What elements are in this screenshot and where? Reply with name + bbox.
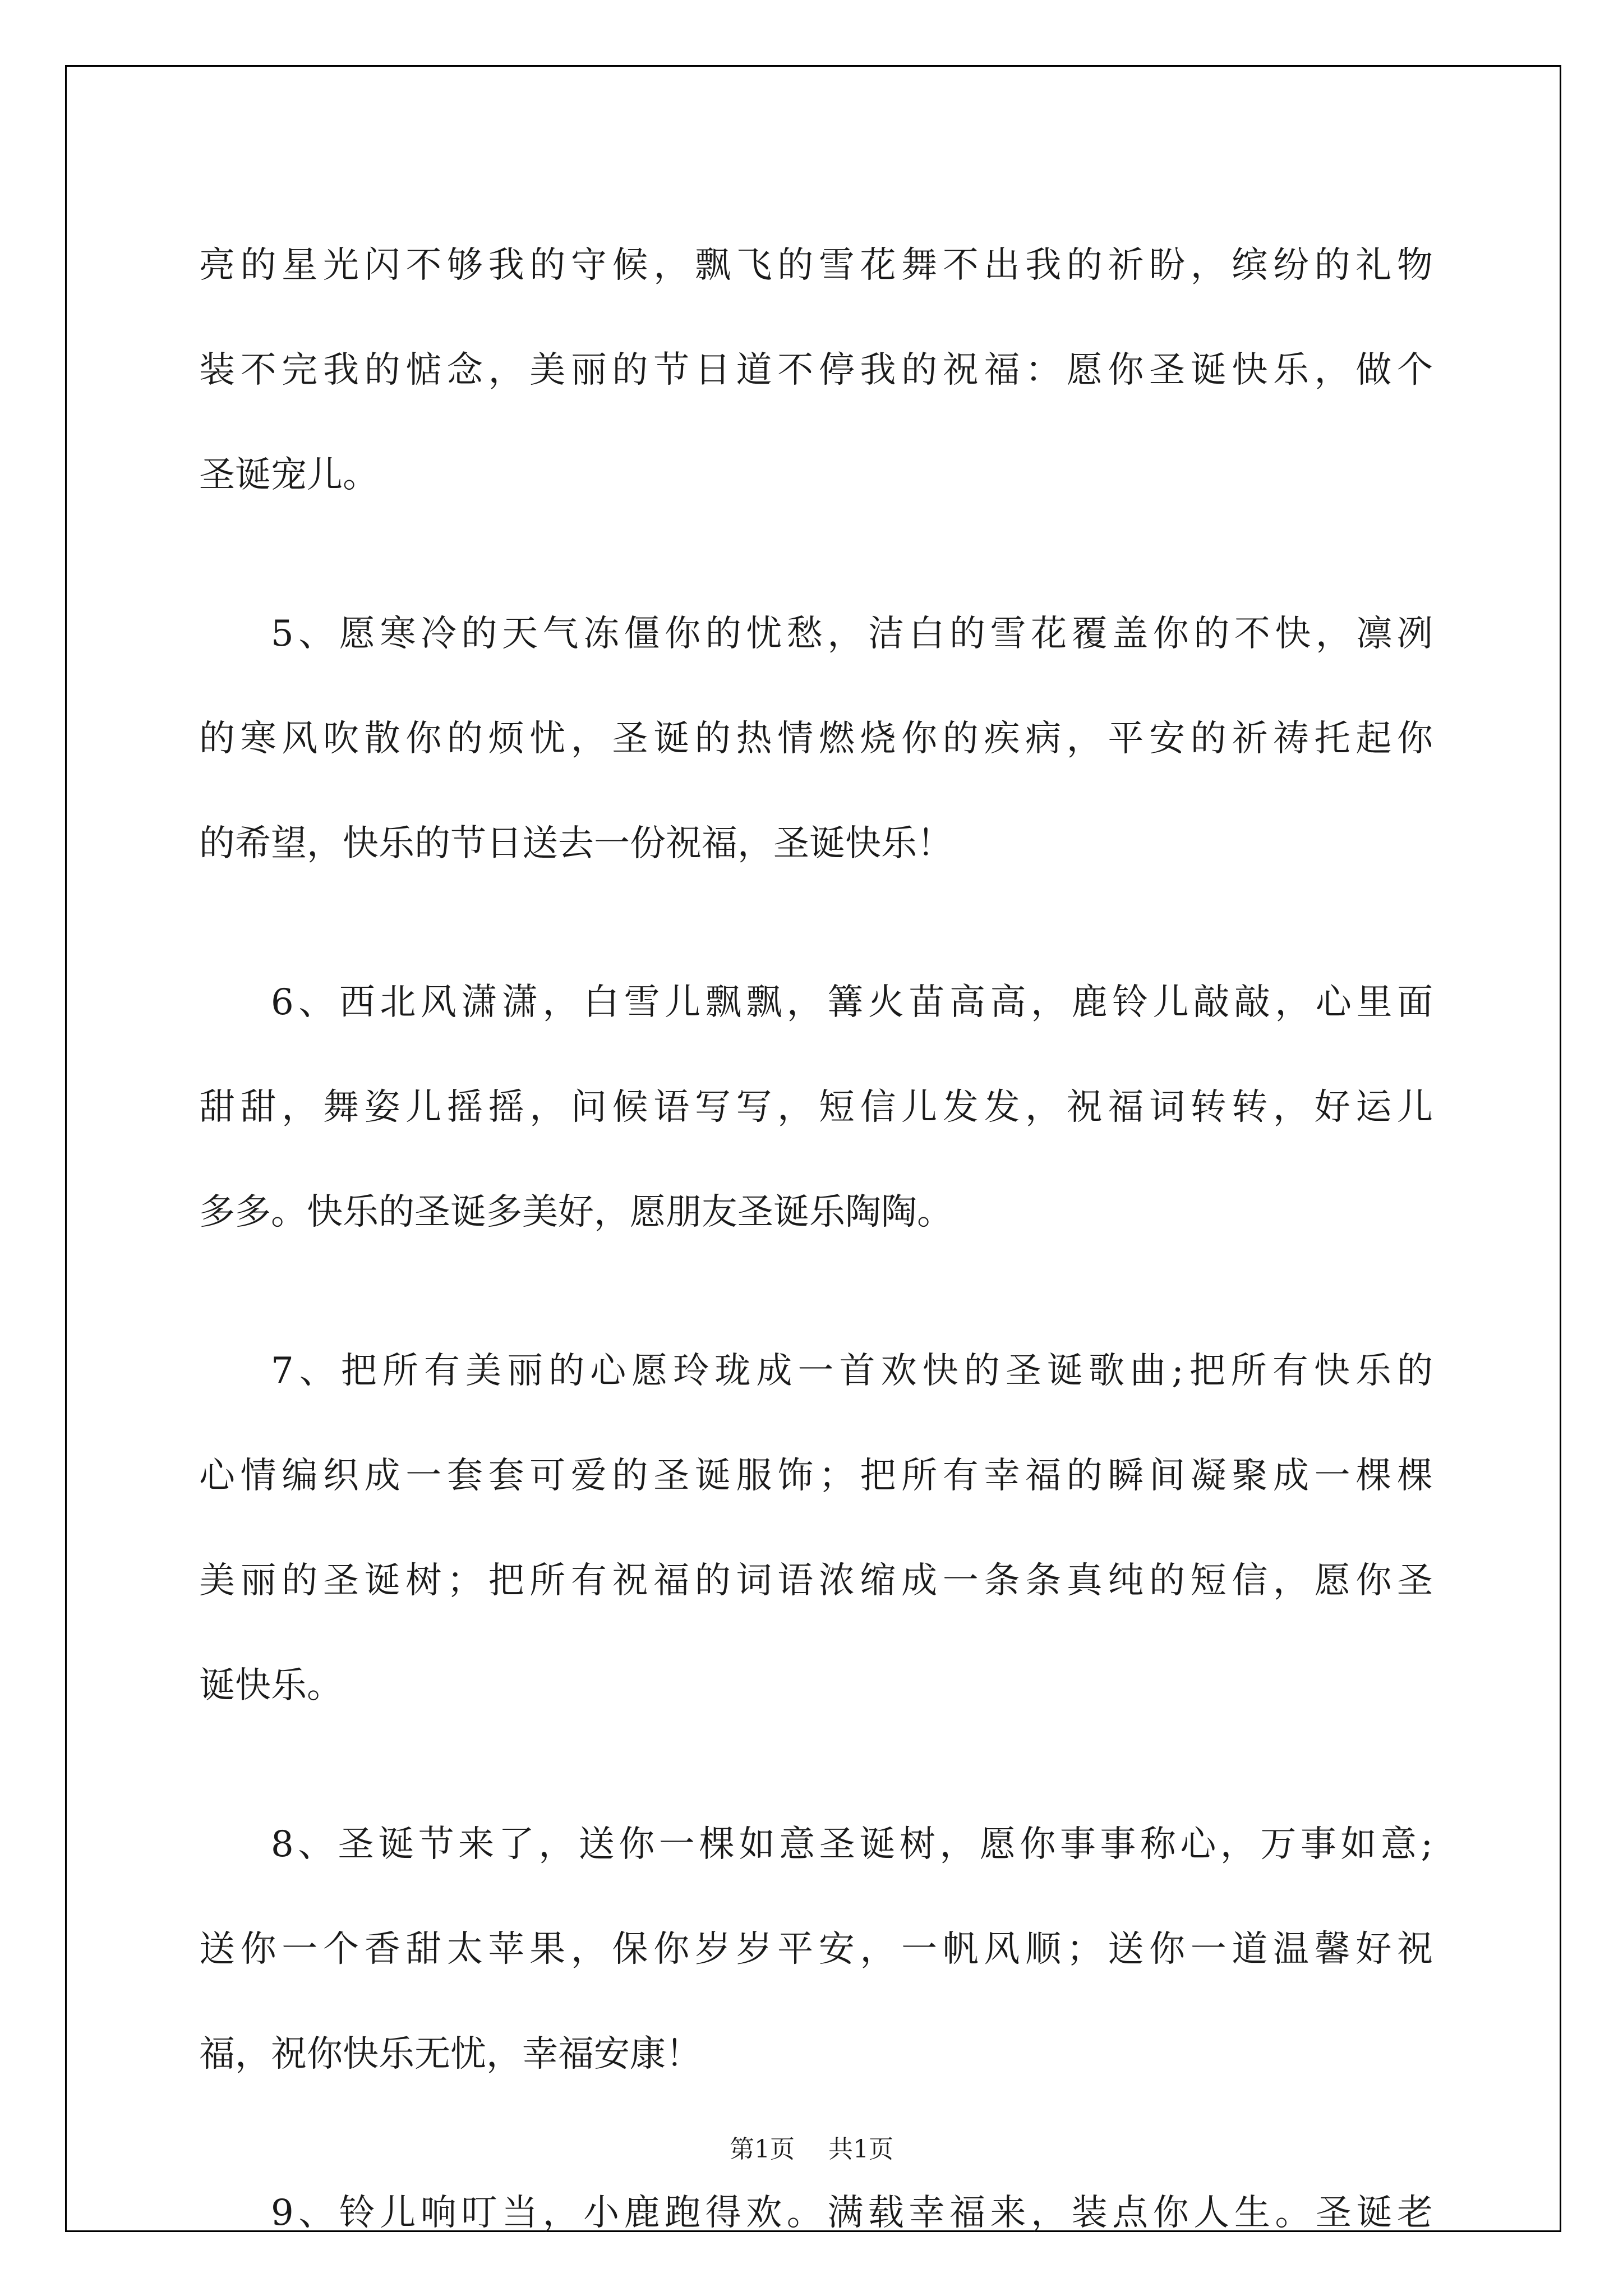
text-line: 圣诞宠儿。 [199, 454, 379, 496]
text-line: 美丽的圣诞树；把所有祝福的词语浓缩成一条条真纯的短信，愿你圣 [199, 1560, 1433, 1602]
text-line: 亮的星光闪不够我的守候，飘飞的雪花舞不出我的祈盼，缤纷的礼物 [199, 245, 1433, 286]
paragraph-gap [199, 1265, 1433, 1319]
document-body [199, 213, 1433, 2266]
text-line: 多多。快乐的圣诞多美好，愿朋友圣诞乐陶陶。 [199, 1191, 953, 1233]
text-line: 送你一个香甜太苹果，保你岁岁平安，一帆风顺；送你一道温馨好祝 [199, 1929, 1433, 1970]
text-line: 诞快乐。 [199, 1665, 343, 1706]
text-line: 5、愿寒冷的天气冻僵你的忧愁，洁白的雪花覆盖你的不快，凛冽 [271, 613, 1433, 655]
text-line: 6、西北风潇潇，白雪儿飘飘，篝火苗高高，鹿铃儿敲敲，心里面 [271, 982, 1433, 1023]
page-footer [0, 2129, 1623, 2165]
paragraph-gap [199, 528, 1433, 582]
page-number: 第1页 [730, 2135, 795, 2164]
paragraph-gap [199, 896, 1433, 950]
text-line: 装不完我的惦念，美丽的节日道不停我的祝福：愿你圣诞快乐，做个 [199, 349, 1433, 391]
text-line: 的寒风吹散你的烦忧，圣诞的热情燃烧你的疾病，平安的祈祷托起你 [199, 718, 1433, 760]
text-line: 7、把所有美丽的心愿玲珑成一首欢快的圣诞歌曲;把所有快乐的 [271, 1350, 1433, 1392]
paragraph-gap [199, 1738, 1433, 1792]
text-line: 心情编织成一套套可爱的圣诞服饰；把所有幸福的瞬间凝聚成一棵棵 [199, 1455, 1433, 1497]
text-line: 9、铃儿响叮当，小鹿跑得欢。满载幸福来，装点你人生。圣诞老 [271, 2192, 1433, 2234]
text-line: 甜甜，舞姿儿摇摇，问候语写写，短信儿发发，祝福词转转，好运儿 [199, 1087, 1433, 1128]
text-line: 的希望，快乐的节日送去一份祝福，圣诞快乐！ [199, 823, 953, 864]
text-line: 福，祝你快乐无忧，幸福安康！ [199, 2033, 702, 2075]
text-line: 8、圣诞节来了，送你一棵如意圣诞树，愿你事事称心，万事如意; [271, 1824, 1433, 1865]
page-total: 共1页 [828, 2135, 893, 2164]
